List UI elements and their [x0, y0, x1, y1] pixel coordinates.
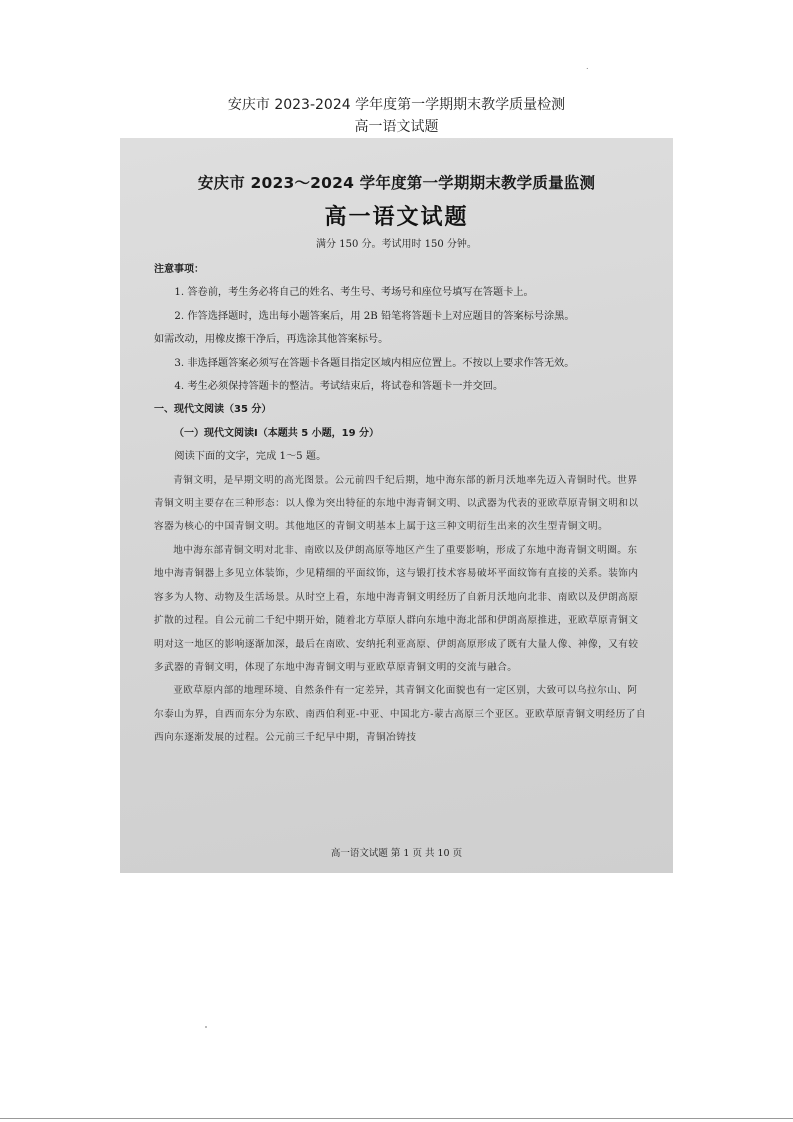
section-title: 一、现代文阅读（35 分）: [154, 404, 272, 416]
notice-item: 2. 作答选择题时，选出每小题答案后，用 2B 铅笔将答题卡上对应题目的答案标号涂黑。: [174, 310, 575, 322]
notice-label: 注意事项：: [154, 264, 204, 275]
score-line: 满分 150 分。考试用时 150 分钟。: [316, 239, 477, 250]
page-footer: 高一语文试题 第 1 页 共 10 页: [330, 848, 463, 859]
exam-body: [154, 258, 646, 750]
subsection-title: （一）现代文阅读Ⅰ（本题共 5 小题，19 分）: [174, 427, 380, 439]
scan-speck: [205, 1026, 207, 1028]
notice-item-continued: 如需改动，用橡皮擦干净后，再选涂其他答案标号。: [154, 334, 389, 346]
exam-subject: 高一语文试题: [324, 205, 469, 230]
passage-paragraph: 亚欧草原内部的地理环境、自然条件有一定差异，其青铜文化面貌也有一定区别，大致可以乌拉尔山、阿尔泰山为界，自西而东分为东欧、南西伯利亚-中亚、中国北方-蒙古高原三个亚区。亚欧草原青铜文明经历了自西向东逐渐发展的过程。公元前三千纪早中期，青铜冶铸技: [154, 685, 646, 744]
header-subtitle: 高一语文试题: [354, 119, 439, 135]
notice-item: 1. 答卷前，考生务必将自己的姓名、考生号、考场号和座位号填写在答题卡上。: [174, 287, 534, 299]
exam-title: 安庆市 2023～2024 学年度第一学期期末教学质量监测: [197, 174, 596, 192]
passage-paragraph: 地中海东部青铜文明对北非、南欧以及伊朗高原等地区产生了重要影响，形成了东地中海青铜文明圈。东地中海青铜器上多见立体装饰，少见精细的平面纹饰，这与锻打技术容易破坏平面纹饰有直接的关系。装饰内容多为人物、动物及生活场景。从时空上看，东地中海青铜文明经历了自新月沃地向北非、南欧以及伊朗高原扩散的过程。自公元前二千纪中期开始，随着北方草原人群向东地中海北部和伊朗高原推进，亚欧草原青铜文明对这一地区的影响逐渐加深，最后在南欧、安纳托利亚高原、伊朗高原形成了既有大量人像、神像，又有较多武器的青铜文明，体现了东地中海青铜文明与亚欧草原青铜文明的交流与融合。: [154, 544, 639, 673]
header-title: 安庆市 2023-2024 学年度第一学期期末教学质量检测: [227, 97, 566, 113]
exam-page-photo: [120, 138, 673, 873]
passage-paragraph: 青铜文明，是早期文明的高光图景。公元前四千纪后期，地中海东部的新月沃地率先迈入青铜时代。世界青铜文明主要存在三种形态：以人像为突出特征的东地中海青铜文明、以武器为代表的亚欧草原青铜文明和以容器为核心的中国青铜文明。其他地区的青铜文明基本上属于这三种文明衍生出来的次生型青铜文明。: [154, 474, 639, 533]
top-mark: .: [586, 62, 589, 71]
notice-item: 3. 非选择题答案必须写在答题卡各题目指定区域内相应位置上。不按以上要求作答无效。: [174, 357, 575, 369]
reading-instruction: 阅读下面的文字，完成 1～5 题。: [174, 451, 327, 463]
document-header: [0, 94, 793, 138]
notice-item: 4. 考生必须保持答题卡的整洁。考试结束后，将试卷和答题卡一并交回。: [174, 381, 504, 393]
bottom-rule: [0, 1118, 793, 1119]
